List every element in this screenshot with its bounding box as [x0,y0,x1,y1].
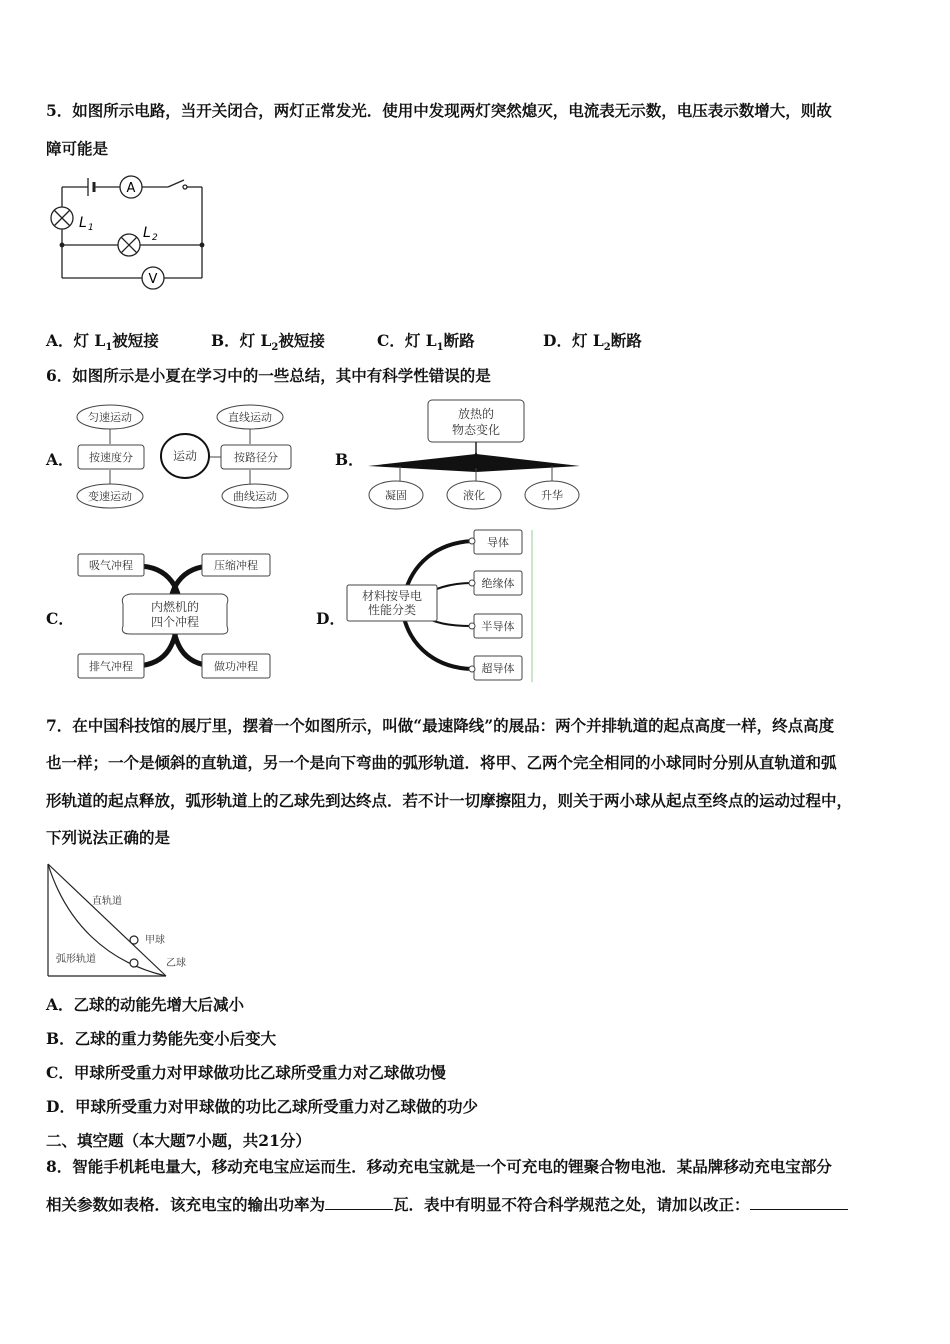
l1-label: L [79,215,87,231]
q8-stem-line2: 相关参数如表格．该充电宝的输出功率为 瓦．表中有明显不符合科学规范之处，请加以改正： [46,1194,848,1215]
text-engine-line2: 四个冲程 [150,615,200,629]
text-curved-track: 弧形轨道 [56,954,96,965]
q6-diagram-a [75,400,305,518]
q7-option-b[interactable]: B．乙球的重力势能先变小后变大 [46,1029,277,1048]
q7-stem-line3: 形轨道的起点释放，弧形轨道上的乙球先到达终点．若不计一切摩擦阻力，则关于两小球从起点至终点的运动过程中， [46,791,853,810]
text-by-speed: 按速度分 [89,451,133,464]
text-intake: 吸气冲程 [89,559,133,572]
text-by-path: 按路径分 [234,451,278,464]
q7-option-a[interactable]: A．乙球的动能先增大后减小 [46,995,245,1014]
q5-stem-line1: 5．如图所示电路，当开关闭合，两灯正常发光．使用中发现两灯突然熄灭，电流表无示数，电压表示数增大，则故 [46,101,832,120]
text-exhaust: 排气冲程 [89,660,133,673]
l1-subscript: 1 [88,223,94,233]
text-linear: 直线运动 [228,411,272,424]
section-heading: 二、填空题（本大题7小题，共21分） [46,1131,311,1150]
text-straight-track: 直轨道 [92,896,122,907]
q5-option-a[interactable]: A．灯 $L_1$被短接 [46,331,159,354]
q7-option-c[interactable]: C．甲球所受重力对甲球做功比乙球所受重力对乙球做功慢 [46,1063,446,1082]
q6-stem: 6．如图所示是小夏在学习中的一些总结，其中有科学性错误的是 [46,366,491,385]
text-sublimation: 升华 [541,489,563,502]
ammeter-label: A [126,181,136,196]
text-ball-a: 甲球 [145,935,165,946]
q6-diagram-c [75,546,275,686]
text-liquefaction: 液化 [463,489,485,502]
q5-stem-line2: 障可能是 [46,139,109,158]
correction-blank[interactable] [750,1194,848,1210]
text-state-change: 物态变化 [451,423,501,437]
q6-option-b-label[interactable]: B． [335,450,364,469]
text-variable: 变速运动 [88,490,132,503]
ball-b [130,959,138,967]
text-ball-b: 乙球 [166,958,186,969]
text-material-line2: 性能分类 [367,603,417,617]
q6-option-d-label[interactable]: D． [316,609,345,628]
voltmeter-label: V [148,272,158,287]
text-semiconductor: 半导体 [481,620,515,633]
q6-option-a-label[interactable]: A． [46,450,74,469]
text-exothermic: 放热的 [457,407,495,421]
q6-diagram-b [360,396,590,516]
q8-stem-line1: 8．智能手机耗电量大，移动充电宝应运而生．移动充电宝就是一个可充电的锂聚合物电池．某品牌移动充电宝部分 [46,1157,832,1176]
text-motion: 运动 [172,449,198,463]
q5-option-d[interactable]: D．灯 $L_2$断路 [543,331,642,354]
text-power: 做功冲程 [214,660,258,673]
text-uniform: 匀速运动 [88,411,132,424]
q7-stem-line4: 下列说法正确的是 [46,828,171,847]
q5-option-c[interactable]: C．灯 $L_1$断路 [377,331,475,354]
q7-stem-line2: 也一样；一个是倾斜的直轨道，另一个是向下弯曲的弧形轨道．将甲、乙两个完全相同的小球同时分别从直轨道和弧 [46,753,837,772]
text-compression: 压缩冲程 [214,559,258,572]
ball-a [130,936,138,944]
q7-option-d[interactable]: D．甲球所受重力对甲球做的功比乙球所受重力对乙球做的功少 [46,1097,478,1116]
text-material-line1: 材料按导电 [361,589,423,603]
output-power-blank[interactable] [325,1194,393,1210]
text-freezing: 凝固 [385,489,407,502]
q6-diagram-d [342,528,542,686]
fastest-descent-figure [46,862,206,982]
text-superconductor: 超导体 [481,662,515,675]
l2-label: L [143,225,151,241]
text-insulator: 绝缘体 [481,577,515,590]
q6-option-c-label[interactable]: C． [46,609,74,628]
text-engine-line1: 内燃机的 [150,600,200,614]
l2-subscript: 2 [152,233,158,243]
q7-stem-line1: 7．在中国科技馆的展厅里，摆着一个如图所示，叫做“最速降线”的展品：两个并排轨道的起点高度一样，终点高度 [46,716,835,735]
text-curved: 曲线运动 [233,490,277,503]
circuit-diagram [46,175,216,295]
text-conductor: 导体 [487,536,509,549]
q5-option-b[interactable]: B．灯 $L_2$被短接 [211,331,325,354]
